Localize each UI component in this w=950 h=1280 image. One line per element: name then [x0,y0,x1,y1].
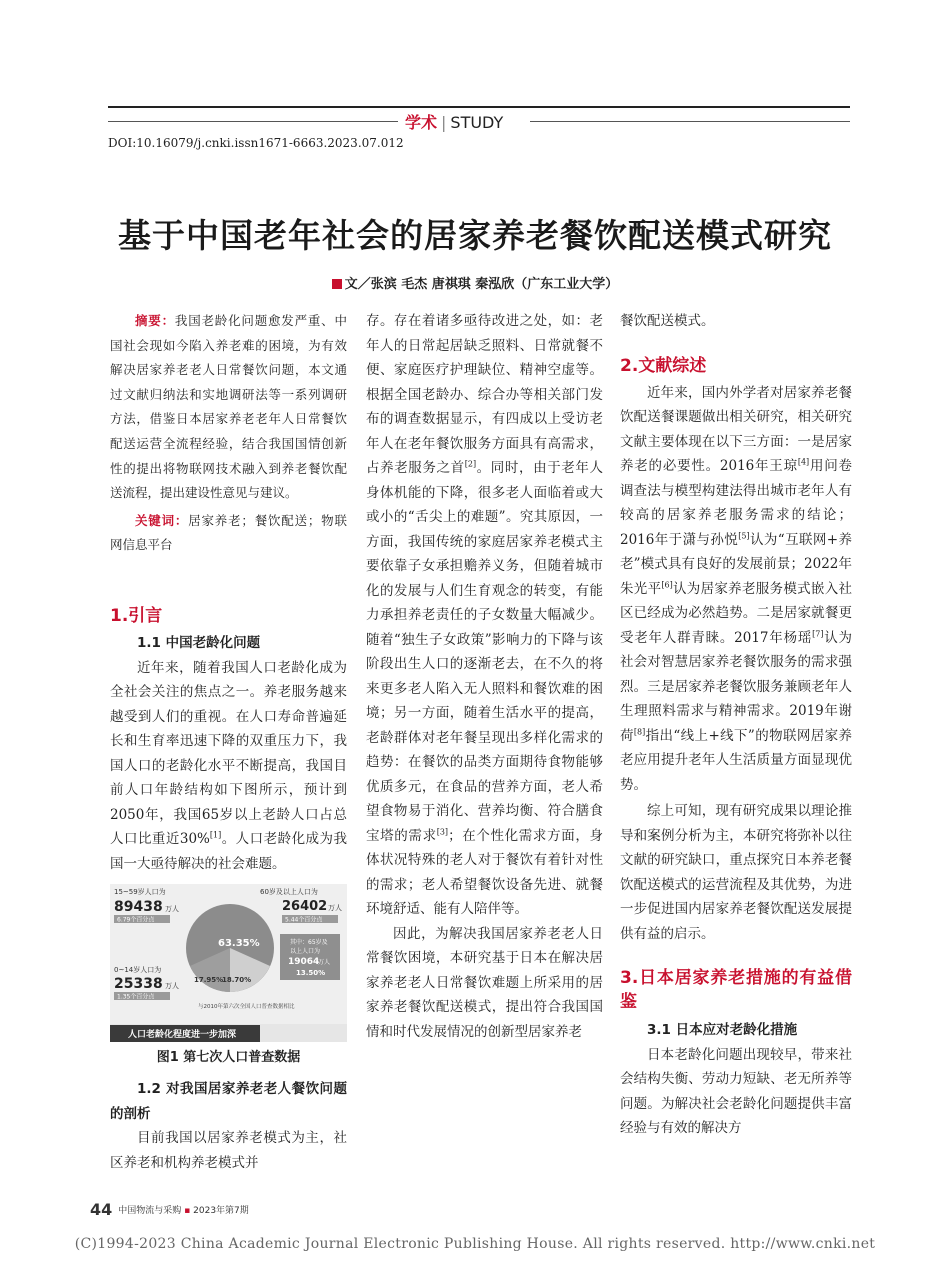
para-literature: 近年来，国内外学者对居家养老餐饮配送餐课题做出相关研究，相关研究文献主要体现在以下三方面：一是居家养老的必要性。2016年王琼 [620,384,852,474]
figure-note: 与2010年第六次全国人口普查数据相比 [198,1004,295,1010]
pie-label-3: 18.70% [222,976,252,984]
unit-15-59: 万人 [165,905,179,913]
ref-6: [6] [661,580,673,589]
abstract-label: 摘要： [135,313,175,328]
label-65-plus-b: 以上人口为 [290,948,321,955]
column-1 [110,604,347,876]
badge-15-59: 6.79个百分点 [117,916,155,924]
copyright-notice: (C)1994-2023 China Academic Journal Electronic Publishing House. All rights reserved. http://www.cnki.net [74,1236,876,1252]
ref-1: [1] [209,830,222,840]
heading-literature-review: 2.文献综述 [620,355,707,376]
heading-3-1: 3.1 日本应对老龄化措施 [647,1022,798,1038]
unit-60-plus: 万人 [328,904,342,912]
para-needs-3: ；在个性化需求方面，身体状况特殊的老人对于餐饮有着针对性的需求；老人希望餐饮设备先进、就餐环境舒适、能有人陪伴等。 [366,827,603,917]
para-continued: 餐饮配送模式。 [620,313,715,329]
para-japan: 日本老龄化问题出现较早，带来社会结构失衡、劳动力短缺、老无所养等问题。为解决社会老龄化问题提供丰富经验与有效的解决方 [620,1046,852,1136]
label-15-59: 15~59岁人口为 [114,888,166,896]
header-rule-left [108,121,398,122]
abstract [110,309,347,558]
pct-65-plus: 13.50% [296,969,326,977]
pie-label-2: 17.95% [194,976,224,984]
page-footer [90,1200,249,1219]
value-60-plus: 26402 [282,899,328,914]
journal-name: 中国物流与采购 [118,1206,182,1216]
ref-2: [2] [464,459,477,469]
author-marker-icon [332,279,342,289]
value-15-59: 89438 [114,899,163,915]
keywords-label: 关键词： [135,512,189,528]
heading-1-1: 1.1 中国老龄化问题 [137,635,261,651]
para-literature-3: 认为“互联网+养老”模式具有良好的发展前景；2022年朱光平 [620,531,853,597]
para-needs-2: 。同时，由于老年人身体机能的下降，很多老人面临着或大或小的“舌尖上的难题”。究其原因，一方面，我国传统的家庭居家养老模式主要依靠子女承担赡养义务，但随着城市化的发展与人们生育观念的转变，有能力承担养老责任的子女数量大幅减少。随着“独生子女政策”影响力的下降与该阶段出生人口的逐渐老去，在不久的将来更多老人陷入无人照料和餐饮难的困境；另一方面，随着生活水平的提高，老龄群体对老年餐呈现出多样化需求的趋势：在餐饮的品类方面期待食物能够优质多元，在食品的营养方面，老人希望食物易于消化、营养均衡、符合膳食宝塔的需求 [366,460,604,844]
heading-japan: 3.日本居家养老措施的有益借鉴 [620,968,852,1012]
para-literature-4: 认为居家养老服务模式嵌入社区已经成为必然趋势。二是居家就餐更受老年人群青睐。2017年杨瑶 [620,580,853,646]
para-literature-5: 认为社会对智慧居家养老餐饮服务的需求强烈。三是居家养老餐饮服务兼顾老年人生理照料需求与精神需求。2019年谢荷 [620,629,853,744]
para-literature-6: 指出“线上+线下”的物联网居家养老应用提升老年人生活质量方面显现优势。 [620,727,852,793]
column-1-lower [110,1077,347,1175]
para-aging: 近年来，随着我国人口老龄化成为全社会关注的焦点之一。养老服务越来越受到人们的重视。在人口寿命普遍延长和生育率迅速下降的双重压力下，我国人口的老龄化水平不断提高，我国目前人口年龄结构如下图所示，预计到2050年，我国65岁以上老龄人口占总人口比重近30% [110,659,347,847]
unit-65-plus: 万人 [318,959,331,966]
ref-5: [5] [738,531,750,540]
keywords-text: 居家养老；餐饮配送；物联网信息平台 [110,512,347,553]
ref-8: [8] [633,727,646,736]
column-3 [620,309,852,1141]
unit-0-14: 万人 [165,982,179,990]
column-2 [366,309,603,1044]
figure-caption: 图1 第七次人口普查数据 [156,1050,301,1065]
page-number: 44 [90,1200,113,1219]
header-rule [108,106,850,108]
badge-60-plus: 5.44个百分点 [285,916,323,924]
para-aging-end: 。人口老龄化成为我国一大亟待解决的社会难题。 [110,831,348,872]
abstract-text: 我国老龄化问题愈发严重、中国社会现如今陷入养老难的困境，为有效解决居家养老老人日常餐饮问题，本文通过文献归纳法和实地调研法等一系列调研方法，借鉴日本居家养老老年人日常餐饮配送运营全流程经验，结合我国国情创新性的提出将物联网技术融入到养老餐饮配送流程，提出建设性意见与建议。 [110,313,347,501]
ref-3: [3] [436,827,449,836]
value-0-14: 25338 [114,976,163,992]
footer-dot: ▪ [184,1206,191,1216]
ref-4: [4] [797,457,810,467]
pie-label-1: 63.35% [218,938,260,949]
section-label-en: STUDY [450,113,504,132]
figure-banner: 人口老龄化程度进一步加深 [128,1030,237,1040]
para-home-care: 目前我国以居家养老模式为主，社区养老和机构养老模式并 [110,1130,347,1171]
label-0-14: 0~14岁人口为 [114,966,162,974]
para-needs: 存。存在着诸多亟待改进之处，如：老年人的日常起居缺乏照料、日常就餐不便、家庭医疗护理缺位、精神空虚等。根据全国老龄办、综合办等相关部门发布的调查数据显示，有四成以上受访老年人在老年餐饮服务方面具有高需求，占养老服务之首 [366,313,603,476]
value-65-plus: 19064 [288,957,320,967]
label-60-plus: 60岁及以上人口为 [260,888,318,896]
label-65-plus-a: 其中：65岁及 [290,939,328,946]
para-therefore: 因此，为解决我国居家养老老人日常餐饮困境，本研究基于日本在解决居家养老老人日常餐饮难题上所采用的居家养老餐饮配送模式，提出符合我国国情和时代发展情况的创新型居家养老 [366,925,603,1040]
ref-7: [7] [812,629,824,638]
author-list: 文／张滨 毛杰 唐祺琪 秦泓欣（广东工业大学） [344,277,619,292]
header-rule-right [530,121,850,122]
article-title: 基于中国老年社会的居家养老餐饮配送模式研究 [118,216,832,255]
section-label-cn: 学术 [405,113,438,132]
section-separator: | [441,113,447,132]
authors [0,273,950,292]
heading-1-2: 1.2 对我国居家养老老人餐饮问题的剖析 [110,1081,347,1122]
para-literature-2: 用问卷调查法与模型构建法得出城市老年人有较高的居家养老服务需求的结论；2016年于潇与孙悦 [620,458,853,548]
section-label [405,110,503,133]
census-infographic [110,884,347,1042]
heading-introduction: 1.引言 [110,606,163,626]
doi: DOI:10.16079/j.cnki.issn1671-6663.2023.07.012 [108,136,404,150]
para-summary: 综上可知，现有研究成果以理论推导和案例分析为主，本研究将弥补以往文献的研究缺口，重点探究日本养老餐饮配送模式的运营流程及其优势，为进一步促进国内居家养老餐饮配送发展提供有益的启示。 [620,803,852,942]
badge-0-14: 1.35个百分点 [117,993,155,1001]
journal-issue: 2023年第7期 [193,1206,249,1216]
figure-population-census [110,884,347,1042]
